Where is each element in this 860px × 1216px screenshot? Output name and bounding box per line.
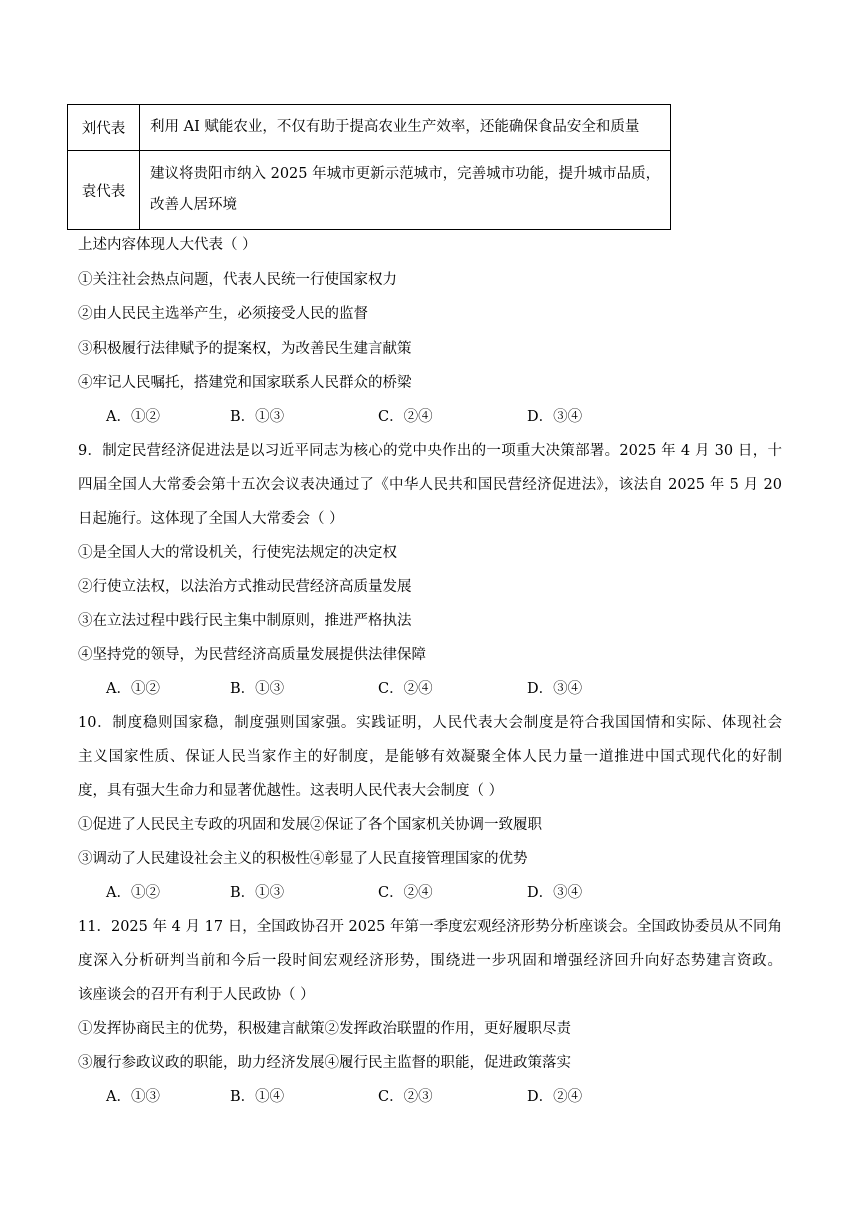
q11-option-c[interactable]: C．②③: [378, 1089, 433, 1105]
rep-content: 利用 AI 赋能农业，不仅有助于提高农业生产效率，还能确保食品安全和质量: [140, 105, 671, 151]
q11-stem-line-2: 度深入分析研判当前和今后一段时间宏观经济形势，围绕进一步巩固和增强经济回升向好态势建言资政。: [78, 953, 782, 969]
q8-option-b[interactable]: B．①③: [230, 409, 285, 425]
q9-item-1: ①是全国人大的常设机关，行使宪法规定的决定权: [78, 545, 397, 561]
q11-option-b[interactable]: B．①④: [230, 1089, 285, 1105]
q9-option-b[interactable]: B．①③: [230, 681, 285, 697]
q8-stem: 上述内容体现人大代表（ ）: [78, 237, 257, 253]
q8-item-1: ①关注社会热点问题，代表人民统一行使国家权力: [78, 272, 397, 288]
q8-item-4: ④牢记人民嘱托，搭建党和国家联系人民群众的桥梁: [78, 375, 412, 391]
q8-item-2: ②由人民民主选举产生，必须接受人民的监督: [78, 306, 368, 322]
q11-stem-line-3: 该座谈会的召开有利于人民政协（ ）: [78, 987, 315, 1003]
q9-item-2: ②行使立法权，以法治方式推动民营经济高质量发展: [78, 579, 412, 595]
q9-stem-line-1: 9．制定民营经济促进法是以习近平同志为核心的党中央作出的一项重大决策部署。2025 年 4 月 30 日，十: [78, 443, 782, 459]
q8-item-3: ③积极履行法律赋予的提案权，为改善民生建言献策: [78, 341, 412, 357]
q10-stem-line-3: 度，具有强大生命力和显著优越性。这表明人民代表大会制度（ ）: [78, 783, 504, 799]
q10-stem-line-2: 主义国家性质、保证人民当家作主的好制度，是能够有效凝聚全体人民力量一道推进中国式现代化的好制: [78, 749, 782, 765]
q10-option-c[interactable]: C．②④: [378, 885, 433, 901]
q10-option-b[interactable]: B．①③: [230, 885, 285, 901]
rep-content: 建议将贵阳市纳入 2025 年城市更新示范城市，完善城市功能，提升城市品质， 改善人居环境: [140, 151, 671, 230]
q11-items-line-2: ③履行参政议政的职能，助力经济发展④履行民主监督的职能，促进政策落实: [78, 1055, 571, 1071]
q11-option-d[interactable]: D．②④: [527, 1089, 583, 1105]
representatives-table: [67, 104, 671, 230]
rep-name: 袁代表: [68, 151, 140, 230]
rep-name: 刘代表: [68, 105, 140, 151]
q11-items-line-1: ①发挥协商民主的优势，积极建言献策②发挥政治联盟的作用，更好履职尽责: [78, 1021, 571, 1037]
q11-option-a[interactable]: A．①③: [106, 1089, 160, 1105]
q8-option-d[interactable]: D．③④: [527, 409, 583, 425]
q9-stem-line-3: 日起施行。这体现了全国人大常委会（ ）: [78, 511, 344, 527]
q8-option-c[interactable]: C．②④: [378, 409, 433, 425]
q9-stem-line-2: 四届全国人大常委会第十五次会议表决通过了《中华人民共和国民营经济促进法》，该法自 2025 年 5 月 20: [78, 477, 782, 493]
q9-option-a[interactable]: A．①②: [106, 681, 160, 697]
q9-item-4: ④坚持党的领导，为民营经济高质量发展提供法律保障: [78, 647, 426, 663]
q10-option-d[interactable]: D．③④: [527, 885, 583, 901]
q10-items-line-1: ①促进了人民民主专政的巩固和发展②保证了各个国家机关协调一致履职: [78, 817, 542, 833]
q9-option-c[interactable]: C．②④: [378, 681, 433, 697]
table-row: [68, 105, 671, 151]
q10-items-line-2: ③调动了人民建设社会主义的积极性④彰显了人民直接管理国家的优势: [78, 851, 528, 867]
q8-option-a[interactable]: A．①②: [106, 409, 160, 425]
q9-item-3: ③在立法过程中践行民主集中制原则，推进严格执法: [78, 613, 412, 629]
table-row: [68, 151, 671, 230]
q10-stem-line-1: 10．制度稳则国家稳，制度强则国家强。实践证明，人民代表大会制度是符合我国国情和实际、体现社会: [78, 715, 782, 731]
q9-option-d[interactable]: D．③④: [527, 681, 583, 697]
q10-option-a[interactable]: A．①②: [106, 885, 160, 901]
q11-stem-line-1: 11．2025 年 4 月 17 日，全国政协召开 2025 年第一季度宏观经济形势分析座谈会。全国政协委员从不同角: [78, 919, 782, 935]
